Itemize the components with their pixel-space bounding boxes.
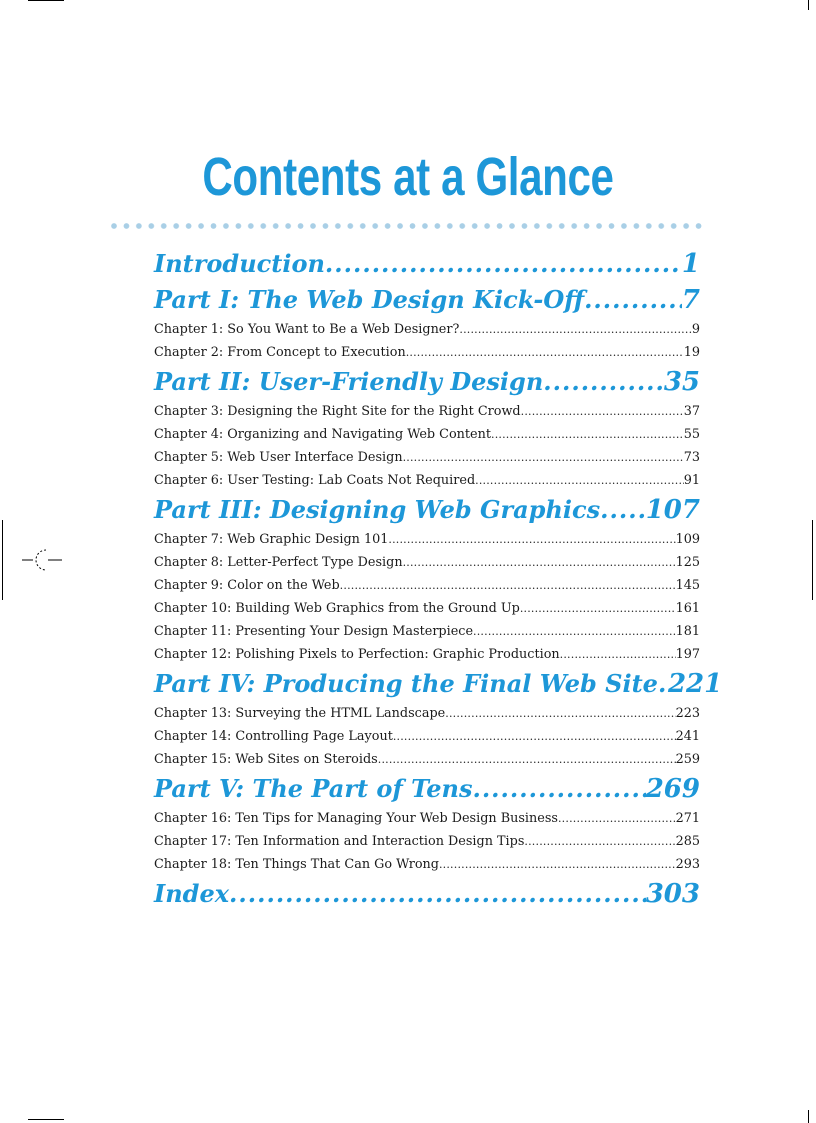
toc-page-number: 303 bbox=[645, 879, 700, 909]
toc-page-number: 35 bbox=[663, 367, 700, 397]
toc-entry-label: Part IV: Producing the Final Web Site bbox=[154, 669, 658, 698]
toc-chapter-entry[interactable] bbox=[154, 853, 700, 876]
dot-leader bbox=[406, 341, 684, 364]
toc-entry-label: Chapter 9: Color on the Web bbox=[154, 578, 340, 593]
toc-chapter-entry[interactable] bbox=[154, 748, 700, 771]
toc-chapter-entry[interactable] bbox=[154, 551, 700, 574]
dot-leader bbox=[378, 748, 676, 771]
dot-leader bbox=[521, 400, 684, 423]
toc-entry-label: Part II: User-Friendly Design bbox=[154, 367, 544, 396]
dot-leader bbox=[475, 469, 684, 492]
toc-entry-label: Chapter 14: Controlling Page Layout bbox=[154, 729, 393, 744]
toc-page-number: 293 bbox=[675, 857, 700, 872]
registration-mark-icon bbox=[22, 546, 62, 574]
dot-leader bbox=[439, 853, 676, 876]
table-of-contents bbox=[154, 246, 723, 912]
toc-entry-label: Chapter 1: So You Want to Be a Web Designer? bbox=[154, 322, 460, 337]
toc-entry-label: Chapter 11: Presenting Your Design Masterpiece bbox=[154, 624, 474, 639]
dot-leader bbox=[472, 771, 645, 807]
crop-mark-left-vertical bbox=[2, 520, 3, 600]
toc-page-number: 197 bbox=[675, 647, 700, 662]
toc-chapter-entry[interactable] bbox=[154, 620, 700, 643]
toc-chapter-entry[interactable] bbox=[154, 725, 700, 748]
dot-leader bbox=[403, 446, 684, 469]
dot-leader bbox=[520, 597, 676, 620]
toc-chapter-entry[interactable] bbox=[154, 400, 700, 423]
crop-mark-bottom-left bbox=[28, 1119, 64, 1120]
toc-chapter-entry[interactable] bbox=[154, 597, 700, 620]
toc-part-entry[interactable] bbox=[154, 364, 700, 400]
dot-leader bbox=[560, 643, 676, 666]
toc-page-number: 259 bbox=[675, 752, 700, 767]
dot-leader bbox=[325, 246, 682, 282]
toc-entry-label: Part III: Designing Web Graphics bbox=[154, 495, 601, 524]
toc-chapter-entry[interactable] bbox=[154, 423, 700, 446]
toc-entry-label: Index bbox=[154, 879, 230, 908]
toc-chapter-entry[interactable] bbox=[154, 702, 700, 725]
toc-entry-label: Chapter 8: Letter-Perfect Type Design bbox=[154, 555, 403, 570]
toc-page-number: 145 bbox=[675, 578, 700, 593]
toc-entry-label: Chapter 4: Organizing and Navigating Web Content bbox=[154, 427, 491, 442]
toc-page-number: 269 bbox=[645, 774, 700, 804]
toc-page-number: 19 bbox=[683, 345, 700, 360]
toc-entry-label: Chapter 10: Building Web Graphics from the Ground Up bbox=[154, 601, 520, 616]
dot-leader bbox=[558, 807, 676, 830]
toc-page-number: 221 bbox=[667, 669, 723, 699]
dot-leader bbox=[600, 492, 646, 528]
toc-chapter-entry[interactable] bbox=[154, 528, 700, 551]
crop-mark-bottom-right bbox=[808, 1110, 809, 1123]
toc-page-number: 7 bbox=[681, 285, 700, 315]
toc-page-number: 161 bbox=[675, 601, 700, 616]
toc-entry-label: Chapter 2: From Concept to Execution bbox=[154, 345, 406, 360]
toc-entry-label: Introduction bbox=[154, 249, 325, 278]
toc-entry-label: Part V: The Part of Tens bbox=[154, 774, 473, 803]
toc-chapter-entry[interactable] bbox=[154, 830, 700, 853]
dot-leader bbox=[403, 551, 676, 574]
toc-chapter-entry[interactable] bbox=[154, 469, 700, 492]
dot-leader bbox=[658, 666, 668, 702]
toc-page-number: 37 bbox=[683, 404, 700, 419]
dot-leader bbox=[459, 318, 691, 341]
toc-part-entry[interactable] bbox=[154, 282, 700, 318]
dot-leader bbox=[491, 423, 684, 446]
toc-page-number: 285 bbox=[675, 834, 700, 849]
dot-leader bbox=[473, 620, 676, 643]
toc-entry-label: Chapter 15: Web Sites on Steroids bbox=[154, 752, 378, 767]
toc-entry-label: Part I: The Web Design Kick-Off bbox=[154, 285, 585, 314]
dot-leader bbox=[340, 574, 676, 597]
toc-entry-label: Chapter 12: Polishing Pixels to Perfection: Graphic Production bbox=[154, 647, 560, 662]
toc-entry-label: Chapter 13: Surveying the HTML Landscape bbox=[154, 706, 446, 721]
toc-entry-label: Chapter 3: Designing the Right Site for the Right Crowd bbox=[154, 404, 521, 419]
toc-page-number: 107 bbox=[645, 495, 700, 525]
toc-page-number: 181 bbox=[675, 624, 700, 639]
crop-mark-top-right bbox=[808, 0, 809, 10]
toc-entry-label: Chapter 16: Ten Tips for Managing Your Web Design Business bbox=[154, 811, 558, 826]
toc-entry-label: Chapter 7: Web Graphic Design 101 bbox=[154, 532, 389, 547]
toc-page-number: 73 bbox=[683, 450, 700, 465]
toc-entry-label: Chapter 5: Web User Interface Design bbox=[154, 450, 403, 465]
dotted-divider bbox=[110, 222, 708, 230]
toc-chapter-entry[interactable] bbox=[154, 446, 700, 469]
toc-page-number: 55 bbox=[683, 427, 700, 442]
dot-leader bbox=[393, 725, 676, 748]
toc-page-number: 91 bbox=[683, 473, 700, 488]
toc-part-entry[interactable] bbox=[154, 876, 700, 912]
dot-leader bbox=[388, 528, 675, 551]
toc-chapter-entry[interactable] bbox=[154, 643, 700, 666]
toc-chapter-entry[interactable] bbox=[154, 807, 700, 830]
toc-part-entry[interactable] bbox=[154, 492, 700, 528]
dot-leader bbox=[524, 830, 675, 853]
toc-part-entry[interactable] bbox=[154, 666, 723, 702]
toc-page-number: 109 bbox=[675, 532, 700, 547]
toc-page-number: 223 bbox=[675, 706, 700, 721]
toc-page-number: 125 bbox=[675, 555, 700, 570]
crop-mark-top-left bbox=[28, 0, 64, 1]
toc-page-number: 1 bbox=[681, 249, 700, 279]
page-title: Contents at a Glance bbox=[202, 147, 614, 207]
dot-leader bbox=[543, 364, 664, 400]
toc-page-number: 271 bbox=[675, 811, 700, 826]
toc-part-entry[interactable] bbox=[154, 246, 700, 282]
toc-entry-label: Chapter 6: User Testing: Lab Coats Not Required bbox=[154, 473, 476, 488]
toc-chapter-entry[interactable] bbox=[154, 341, 700, 364]
toc-page-number: 241 bbox=[675, 729, 700, 744]
dot-leader bbox=[445, 702, 675, 725]
dot-leader bbox=[229, 876, 646, 912]
toc-entry-label: Chapter 18: Ten Things That Can Go Wrong bbox=[154, 857, 439, 872]
toc-page-number: 9 bbox=[691, 322, 700, 337]
toc-entry-label: Chapter 17: Ten Information and Interaction Design Tips bbox=[154, 834, 525, 849]
toc-part-entry[interactable] bbox=[154, 771, 700, 807]
toc-chapter-entry[interactable] bbox=[154, 574, 700, 597]
dot-leader bbox=[584, 282, 682, 318]
crop-mark-right-vertical bbox=[812, 520, 813, 600]
toc-chapter-entry[interactable] bbox=[154, 318, 700, 341]
